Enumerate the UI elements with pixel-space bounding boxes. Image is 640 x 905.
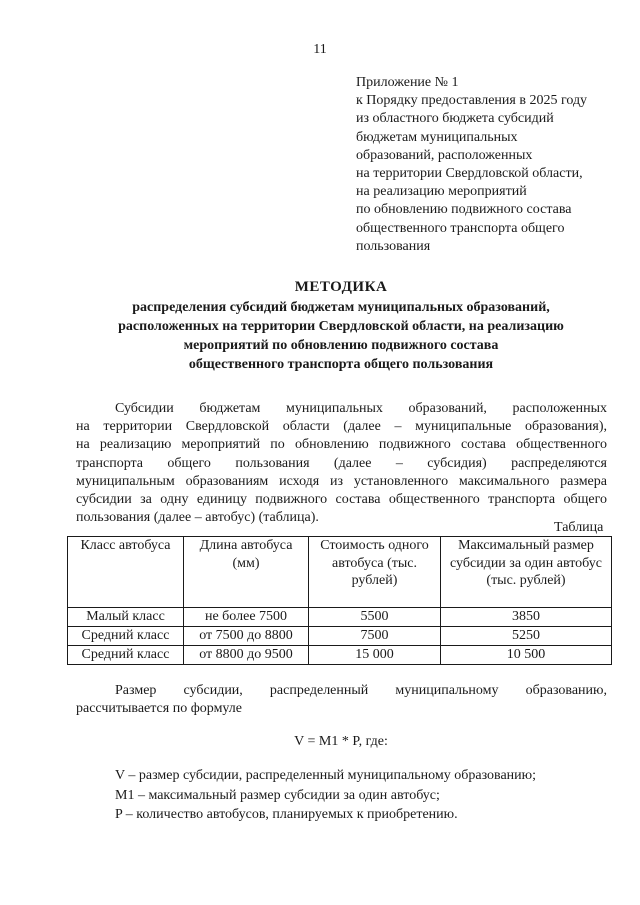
table-cell: Средний класс [68, 627, 184, 646]
paragraph-line: пользования (далее – автобус) (таблица). [76, 510, 319, 526]
paragraph-formula-intro [76, 682, 607, 718]
document-title: МЕТОДИКА [294, 279, 388, 295]
subtitle-line: распределения субсидий бюджетам муниципальных образований, [132, 300, 550, 315]
paragraph-line: рассчитывается по формуле [76, 701, 243, 717]
table-cell: 5250 [441, 627, 612, 646]
paragraph-line: Размер субсидии, распределенный муниципальному образованию, [115, 683, 607, 698]
definition-line: V – размер субсидии, распределенный муниципальному образованию; [115, 768, 536, 783]
table-cell: 3850 [441, 608, 612, 627]
page-number: 11 [313, 42, 327, 57]
appendix-line: по обновлению подвижного состава [356, 202, 572, 218]
table-cell: 5500 [309, 608, 441, 627]
subtitle-line: общественного транспорта общего пользования [188, 357, 494, 372]
paragraph-line: субсидии за одну единицу подвижного состава общественного транспорта общего [76, 492, 607, 508]
table-cell: Средний класс [68, 646, 184, 665]
paragraph-line: транспорта общего пользования (далее – субсидия) распределяются [76, 455, 607, 471]
appendix-line: общественного транспорта общего [356, 220, 565, 236]
table-cell: от 7500 до 8800 [184, 627, 309, 646]
appendix-header [356, 74, 587, 256]
table-cell: Малый класс [68, 608, 184, 627]
table-header-row [68, 537, 612, 608]
table-cell: 10 500 [441, 646, 612, 665]
table-cell: 7500 [309, 627, 441, 646]
table-cell: не более 7500 [184, 608, 309, 627]
table-cell: от 8800 до 9500 [184, 646, 309, 665]
subsidy-table [67, 536, 612, 665]
formula-definitions [115, 766, 536, 825]
subtitle-line: мероприятий по обновлению подвижного состава [183, 338, 499, 353]
table-cell: 15 000 [309, 646, 441, 665]
document-subtitle [60, 298, 622, 374]
table-header-cell: Максимальный размер субсидии за один автобус (тыс. рублей) [441, 537, 612, 608]
table-row [68, 646, 612, 665]
appendix-line: бюджетам муниципальных [356, 129, 518, 145]
appendix-line: на реализацию мероприятий [356, 184, 527, 200]
appendix-line: пользования [356, 238, 431, 254]
appendix-line: образований, расположенных [356, 147, 533, 163]
definition-line: M1 – максимальный размер субсидии за один автобус; [115, 787, 440, 803]
table-header-cell: Длина автобуса (мм) [184, 537, 309, 608]
appendix-line: из областного бюджета субсидий [356, 111, 554, 127]
paragraph-line: на реализацию мероприятий по обновлению подвижного состава общественного [76, 437, 607, 453]
table-header-cell: Стоимость одного автобуса (тыс. рублей) [309, 537, 441, 608]
table-row [68, 608, 612, 627]
paragraph-line: муниципальным образованиям исходя из установленного максимального размера [76, 473, 607, 489]
table-header-cell: Класс автобуса [68, 537, 184, 608]
subtitle-line: расположенных на территории Свердловской области, на реализацию [118, 319, 564, 334]
paragraph-line: Субсидии бюджетам муниципальных образований, расположенных [115, 401, 607, 416]
appendix-line: на территории Свердловской области, [356, 166, 583, 182]
appendix-line: Приложение № 1 [356, 75, 459, 90]
paragraph-subsidies [76, 400, 607, 527]
table-row [68, 627, 612, 646]
appendix-line: к Порядку предоставления в 2025 году [356, 93, 588, 109]
definition-line: P – количество автобусов, планируемых к приобретению. [115, 807, 458, 822]
formula: V = M1 * P, где: [294, 734, 388, 749]
table-label: Таблица [554, 520, 604, 535]
paragraph-line: на территории Свердловской области (далее – муниципальные образования), [76, 419, 607, 435]
